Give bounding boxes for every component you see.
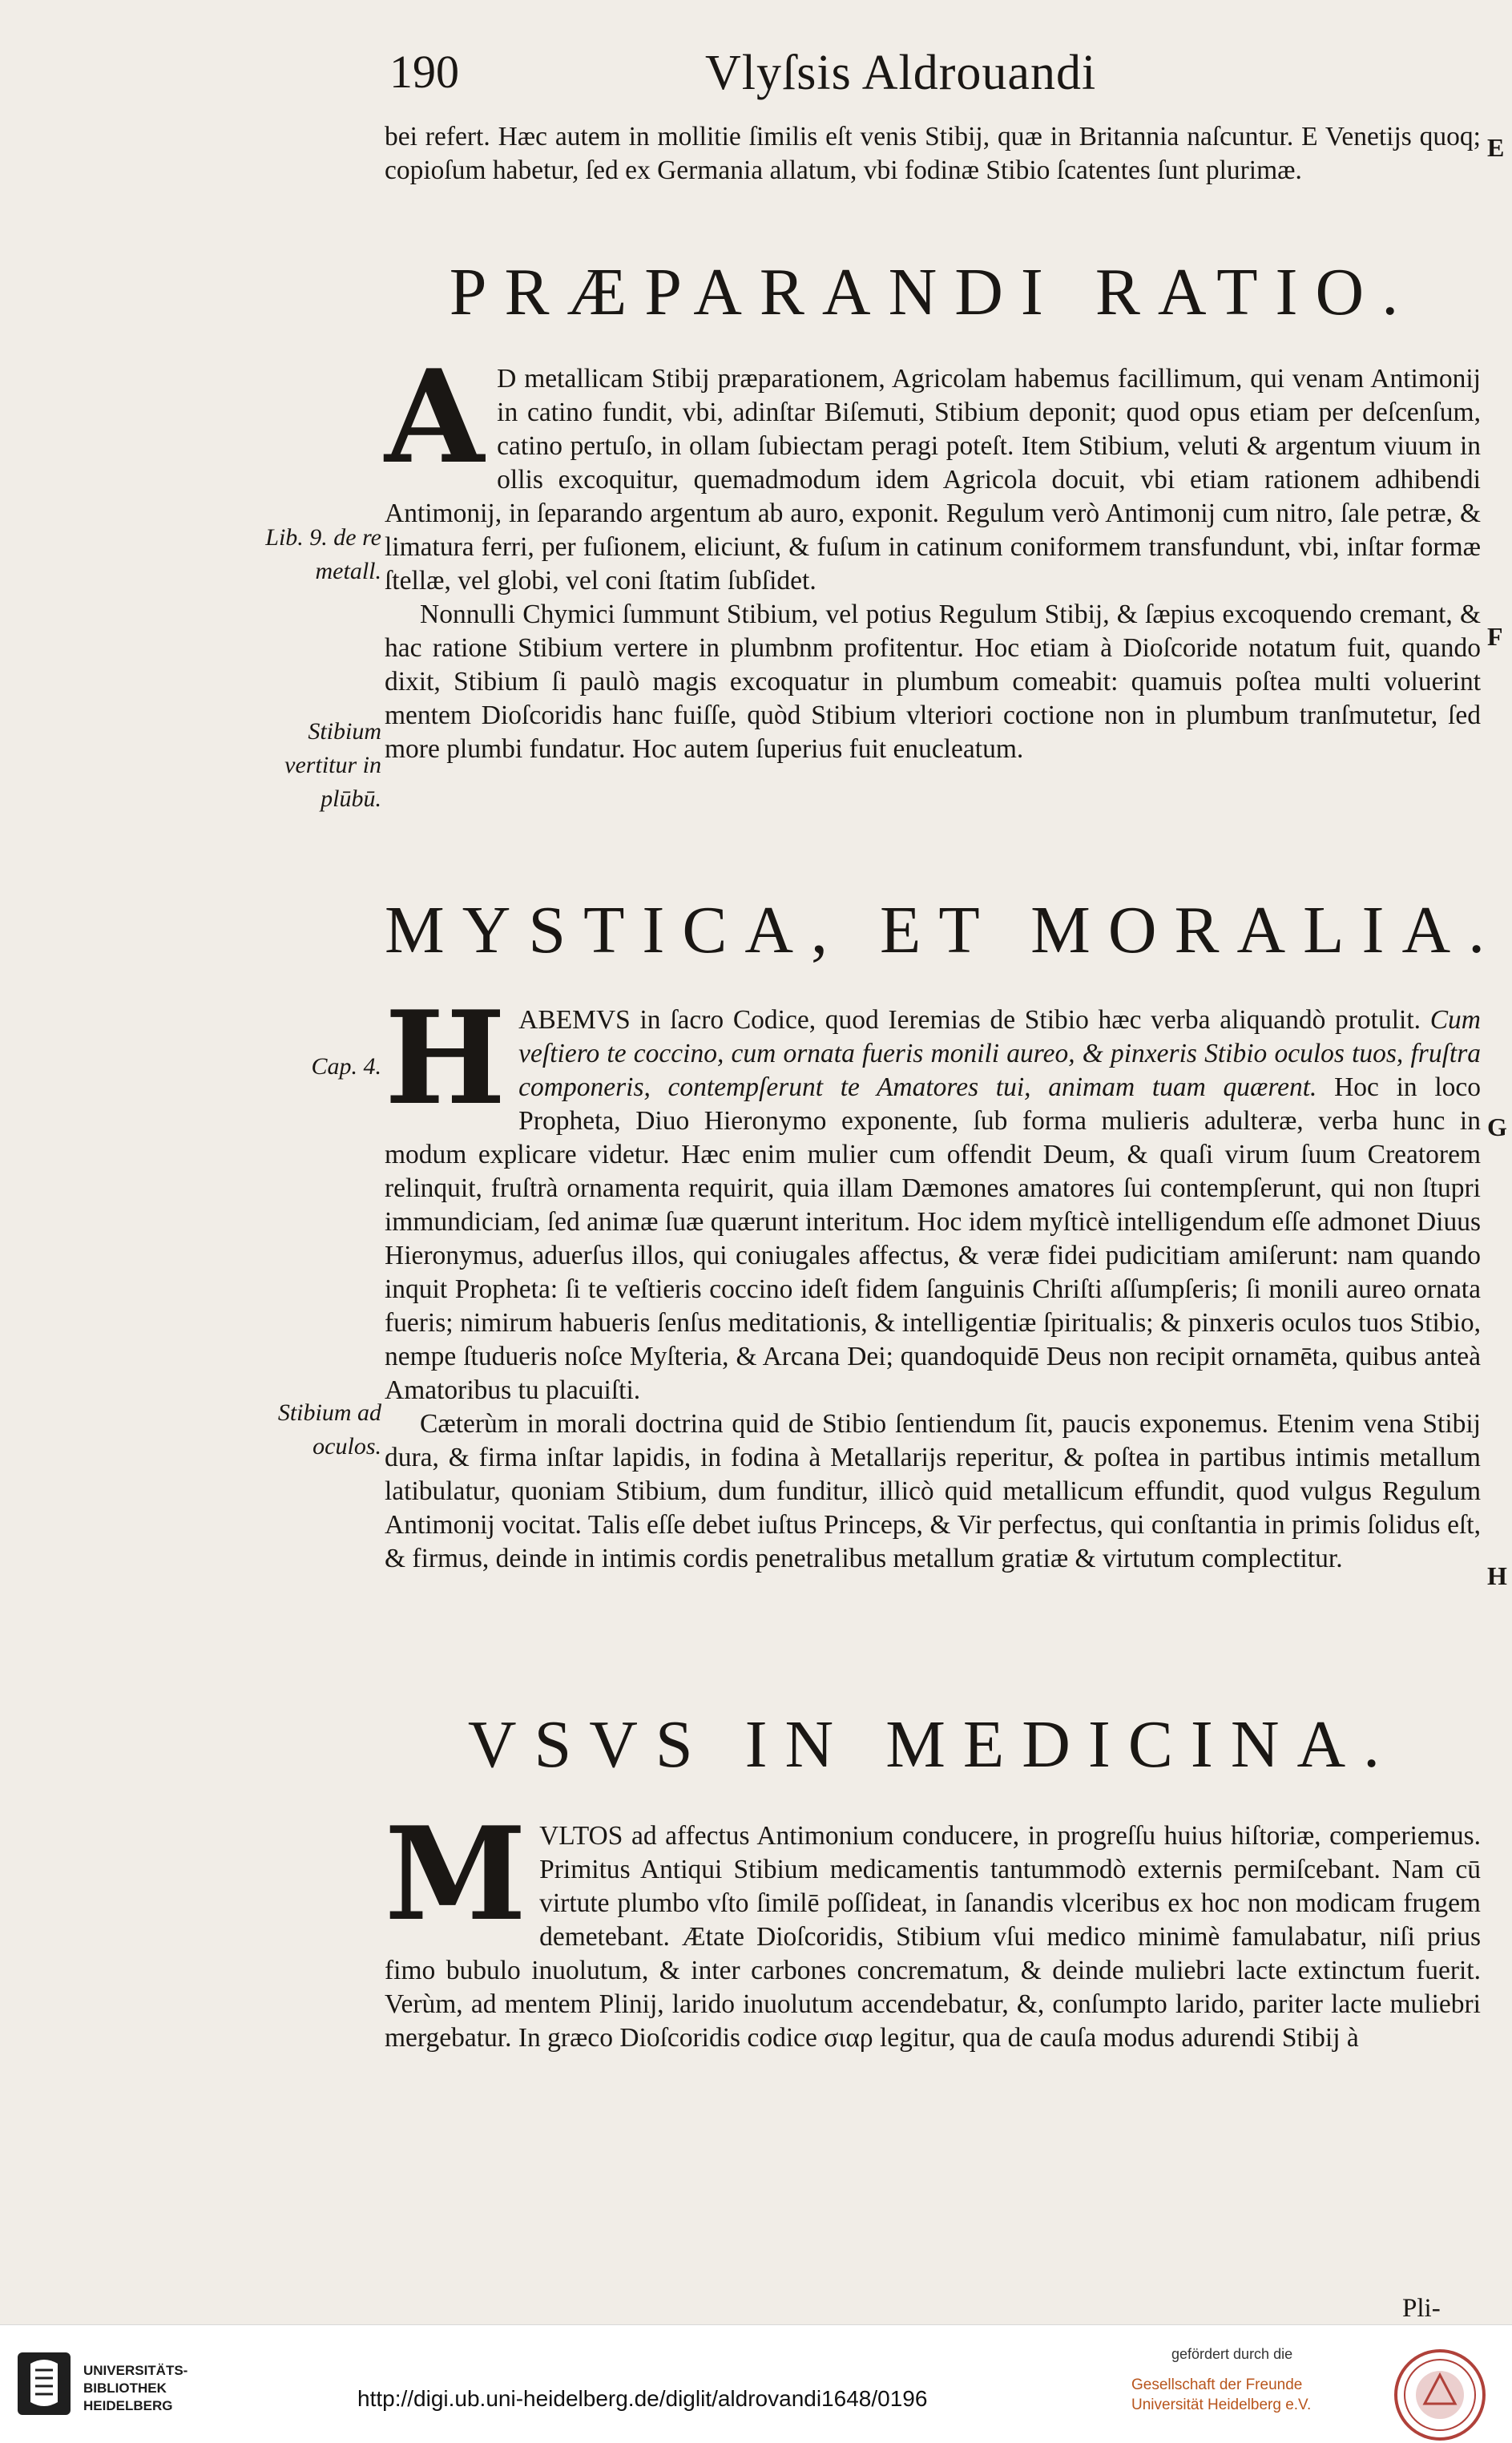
paragraph-text: D metallicam Stibij præparationem, Agricolam habemus facillimum, qui venam Antimonij in catino fundit, vbi, adinſtar Biſemuti, Stibium deponit; quod opus etiam per deſcenſum, catino pertuſo, in ollam ſubiectam peragi poteſt. Item Stibium, veluti & argentum viuum in ollis excoquitur, quemadmodum idem Agricola docuit, vbi etiam rationem adhibendi Antimonij, in ſeparando argentum ab auro, exponit. Regulum verò Antimonij cum nitro, ſale petræ, & limatura ferri, per fuſionem, eliciunt, & fuſum in catinum coniformem transfundunt, vbi, inſtar formæ ſtellæ, vel globi, vel coni ſtatim ſubſidet. bbox=[385, 364, 1481, 596]
society-line: Universität Heidelberg e.V. bbox=[1131, 2397, 1312, 2413]
edge-letter: E bbox=[1487, 133, 1505, 162]
page-number: 190 bbox=[389, 46, 459, 98]
catchword: Pli- bbox=[1402, 2294, 1441, 2323]
paragraph-text: ABEMVS in ſacro Codice, quod Ieremias de Stibio hæc verba aliquandò protulit. bbox=[518, 1005, 1421, 1035]
institution-line: HEIDELBERG bbox=[83, 2398, 173, 2413]
viewer-footer bbox=[0, 2324, 1512, 2443]
institution-name bbox=[83, 2362, 187, 2415]
permalink-url[interactable]: http://digi.ub.uni-heidelberg.de/diglit/aldrovandi1648/0196 bbox=[357, 2386, 928, 2411]
edge-letter: H bbox=[1487, 1561, 1507, 1590]
drop-cap: A bbox=[385, 341, 485, 492]
paragraph-text: VLTOS ad affectus Antimonium conducere, in progreſſu huius hiſtoriæ, comperiemus. Primitus Antiqui Stibium medicamentis tantummodò externis permiſcebant. Nam cū virtute plumbo vſto ſimilē poſſideat, in ſanandis vlceribus ex hoc non modicam frugem demetebant. Ætate Dioſcoridis, Stibium vſui medico minimè famulabatur, niſi prius fimo bubulo inuolutum, & inter carbones concrematum, & deinde muliebri lacte extinctum fuerit. Verùm, ad mentem Plinij, larido inuolutum accendebatur, &, conſumpto larido, pariter lacte muliebri mergebatur. In græco Dioſcoridis codice σιαρ legitur, qua de cauſa modus adurendi Stibij à bbox=[385, 1821, 1481, 2053]
intro-paragraph bbox=[385, 120, 1481, 188]
paragraph-text: Hoc in loco Propheta, Diuo Hieronymo exponente, ſub forma mulieris adulteræ, verba hunc in modum explicare videtur. Hæc enim mulier cum offendit Deum, & quaſi virum ſuum Creatorem relinquit, fruſtrà ornamenta requirit, quia illam Dæmones amatores ſui contempſerunt, qui non ſtupri immundiciam, ſed animæ ſuæ quærunt interitum. Hoc idem myſticè intelligendum eſſe admonet Diuus Hieronymus, aduerſus illos, qui coniugales affectus, & veræ fidei pudicitiam amiſerunt: nam quando inquit Propheta: ſi te veſtieris coccino ideſt fidem ſanguinis Chriſti aſſumpſeris; ſi monili aureo ornata fueris; nimirum habueris ſenſus meditationis, & intelligentiæ ſpiritualis; & pinxeris oculos tuos Stibio, nempe ſtudueris noſce Myſteria, & Arcana Dei; quandoquidē Deus non recipit ornamēta, quibus anteà Amatoribus tu placuiſti. bbox=[385, 1072, 1481, 1405]
society-seal bbox=[1393, 2348, 1487, 2442]
drop-cap: M bbox=[385, 1799, 527, 1949]
paragraph bbox=[385, 598, 1481, 766]
marginal-note: Stibium ad oculos. bbox=[277, 1399, 381, 1460]
society-line: Gesellschaft der Freunde bbox=[1131, 2376, 1303, 2393]
paragraph bbox=[385, 983, 1481, 1407]
section-heading-vsvs: VSVS IN MEDICINA. bbox=[467, 1707, 1398, 1782]
section-heading-mystica: MYSTICA, ET MORALIA. bbox=[385, 893, 1503, 967]
marginal-note: Stibium vertitur in plūbū. bbox=[284, 718, 381, 812]
marginal-note: Cap. 4. bbox=[311, 1053, 381, 1080]
section-vsvs bbox=[385, 1799, 1481, 2055]
society-name[interactable] bbox=[1131, 2375, 1311, 2415]
section-praeparandi bbox=[385, 341, 1481, 766]
section-mystica bbox=[385, 983, 1481, 1576]
paragraph bbox=[385, 1407, 1481, 1576]
institution-line: UNIVERSITÄTS- bbox=[83, 2363, 188, 2378]
institution-line: BIBLIOTHEK bbox=[83, 2380, 167, 2396]
intro-text: bei refert. Hæc autem in mollitie ſimilis eſt venis Stibij, quæ in Britannia naſcuntur. E Venetijs quoq; copioſum habetur, ſed ex Germania allatum, vbi fodinæ Stibio ſcatentes ſunt plurimæ. bbox=[385, 122, 1481, 185]
university-library-logo[interactable] bbox=[14, 2349, 74, 2418]
paragraph bbox=[385, 341, 1481, 598]
paragraph bbox=[385, 1799, 1481, 2055]
paragraph-text: Cæterùm in morali doctrina quid de Stibio ſentiendum ſit, paucis exponemus. Etenim vena Stibij dura, & firma inſtar lapidis, in fodina à Metallarijs reperitur, & poſtea in partibus intimis metallum latibulatur, quoniam Stibium, dum funditur, illicò quid metallicum effundit, quod vulgus Regulum Antimonij vocitat. Talis eſſe debet iuſtus Princeps, & Vir perfectus, qui conſtantia in primis ſolidus eſt, & firmus, deinde in intimis cordis penetralibus metallum gratiæ & virtutum complectitur. bbox=[385, 1409, 1481, 1573]
funded-by-text: gefördert durch die bbox=[1171, 2346, 1293, 2362]
edge-letter: G bbox=[1487, 1112, 1507, 1141]
edge-letter: F bbox=[1487, 622, 1503, 651]
running-title: Vlyſsis Aldrouandi bbox=[705, 46, 1097, 100]
marginal-note: Lib. 9. de re metall. bbox=[265, 524, 381, 584]
section-heading-praeparandi: PRÆPARANDI RATIO. bbox=[449, 255, 1417, 329]
drop-cap: H bbox=[385, 983, 506, 1133]
scripture-quote: Cum veſtiero te coccino, cum ornata fueris monili aureo, & pinxeris Stibio oculos tuos, fruſtra componeris, contempſerunt te Amatores tui, animam tuam quærent. bbox=[518, 1005, 1481, 1102]
paragraph-text: Nonnulli Chymici ſummunt Stibium, vel potius Regulum Stibij, & ſæpius excoquendo cremant, & hac ratione Stibium vertere in plumbnm profitentur. Hoc etiam à Dioſcoride notatum fuit, quando dixit, Stibium ſi paulò magis excoquatur in plumbum comeabit: quamuis poſtea multi voluerint mentem Dioſcoridis hanc fuiſſe, quòd Stibium vlteriori coctione non in plumbum tranſmutetur, ſed more plumbi fundatur. Hoc autem ſuperius fuit enucleatum. bbox=[385, 600, 1481, 764]
